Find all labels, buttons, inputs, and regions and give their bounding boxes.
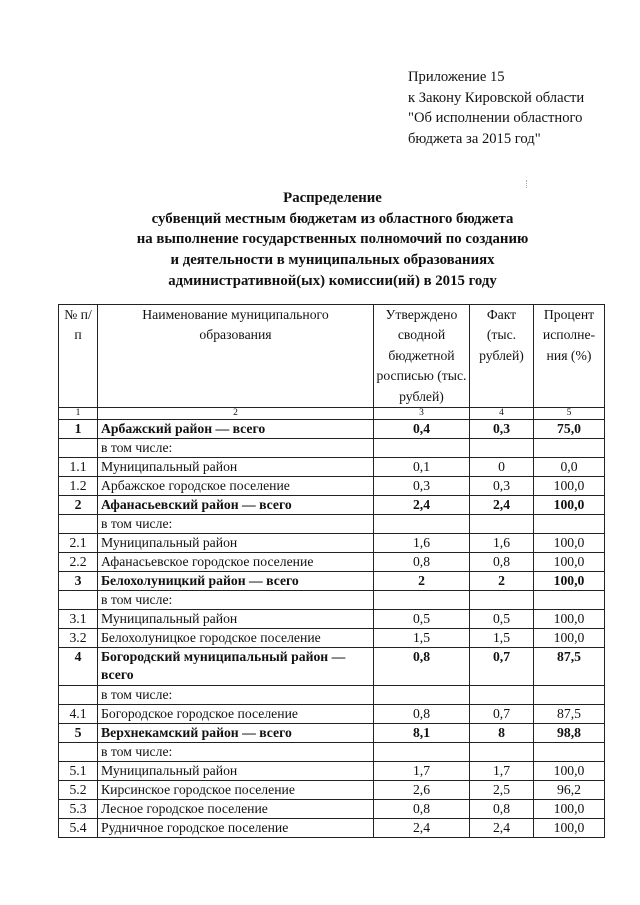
table-row [59,534,605,553]
cell-name: Богородский муниципальный район — всего [98,648,374,686]
appendix-line: к Закону Кировской области [408,89,585,106]
cell-name: в том числе: [98,591,374,610]
cell-approved: 0,8 [374,705,470,724]
cell-percent: 96,2 [534,781,605,800]
cell-percent: 100,0 [534,553,605,572]
cell-percent: 100,0 [534,477,605,496]
table-row [59,705,605,724]
cell-approved: 8,1 [374,724,470,743]
title-line: субвенций местным бюджетам из областного бюджета [151,210,514,227]
header-name: Наименование муниципального образования [98,305,374,408]
cell-name: Кирсинское городское поселение [98,781,374,800]
table-row [59,800,605,819]
cell-approved: 1,5 [374,629,470,648]
cell-fact: 0 [470,458,534,477]
table-row [59,591,605,610]
cell-approved: 0,8 [374,800,470,819]
cell-number [59,591,98,610]
cell-name: Афанасьевское городское поселение [98,553,374,572]
table-row [59,648,605,686]
cell-number: 2.1 [59,534,98,553]
cell-percent: 100,0 [534,610,605,629]
appendix-line: Приложение 15 [408,69,505,85]
cell-name: в том числе: [98,439,374,458]
header-fact: Факт (тыс. рублей) [470,305,534,408]
cell-fact: 0,3 [470,420,534,439]
table-row [59,477,605,496]
header-row [59,305,605,408]
cell-percent: 87,5 [534,705,605,724]
cell-name: Богородское городское поселение [98,705,374,724]
cell-name: Арбажский район — всего [98,420,374,439]
cell-fact: 1,5 [470,629,534,648]
cell-approved [374,686,470,705]
cell-percent [534,591,605,610]
appendix-line: "Об исполнении областного [408,110,583,126]
cell-fact [470,743,534,762]
table-row [59,572,605,591]
cell-fact: 1,6 [470,534,534,553]
cell-fact: 0,7 [470,648,534,686]
cell-fact: 2 [470,572,534,591]
cell-fact: 2,4 [470,819,534,838]
column-number: 3 [374,408,470,420]
cell-approved [374,743,470,762]
cell-percent: 100,0 [534,629,605,648]
table-row [59,819,605,838]
cell-number: 5.4 [59,819,98,838]
cell-fact: 0,3 [470,477,534,496]
column-number: 1 [59,408,98,420]
cell-approved [374,591,470,610]
cell-fact [470,515,534,534]
cell-percent [534,686,605,705]
table-body [59,420,605,838]
table-row [59,781,605,800]
table-row [59,686,605,705]
subvention-table [58,304,605,838]
cell-percent: 100,0 [534,819,605,838]
cell-percent: 100,0 [534,800,605,819]
table-row [59,553,605,572]
cell-approved: 1,7 [374,762,470,781]
cell-percent [534,439,605,458]
title-line: Распределение [283,190,382,206]
cell-fact: 0,8 [470,553,534,572]
header-number: № п/п [59,305,98,408]
cell-percent: 75,0 [534,420,605,439]
title-line: административной(ых) комиссии(ий) в 2015 году [168,272,497,289]
cell-fact: 0,8 [470,800,534,819]
cell-approved: 2,6 [374,781,470,800]
cell-percent: 100,0 [534,762,605,781]
cell-name: Белохолуницкое городское поселение [98,629,374,648]
table-row [59,439,605,458]
cell-fact [470,686,534,705]
table-row [59,743,605,762]
cell-name: в том числе: [98,743,374,762]
cell-approved: 1,6 [374,534,470,553]
cell-approved: 0,1 [374,458,470,477]
table-row [59,762,605,781]
cell-fact: 0,7 [470,705,534,724]
cell-percent [534,515,605,534]
document-title [60,188,605,292]
column-number: 4 [470,408,534,420]
cell-number: 4 [59,648,98,686]
cell-number [59,439,98,458]
cell-percent [534,743,605,762]
header-percent: Процент исполне-ния (%) [534,305,605,408]
cell-fact [470,591,534,610]
table-row [59,629,605,648]
cell-number: 5.1 [59,762,98,781]
cell-number [59,686,98,705]
table-row [59,420,605,439]
table-row [59,610,605,629]
cell-approved: 0,8 [374,648,470,686]
cell-percent: 87,5 [534,648,605,686]
cell-number: 5.3 [59,800,98,819]
cell-number: 1.1 [59,458,98,477]
title-line: на выполнение государственных полномочий по созданию [136,231,529,248]
cell-percent: 100,0 [534,572,605,591]
cell-fact: 2,5 [470,781,534,800]
cell-number [59,515,98,534]
cell-fact [470,439,534,458]
cell-name: Верхнекамский район — всего [98,724,374,743]
header-approved: Утверждено сводной бюджетной росписью (тыс. рублей) [374,305,470,408]
cell-number: 5 [59,724,98,743]
cell-approved: 2,4 [374,819,470,838]
cell-name: Афанасьевский район — всего [98,496,374,515]
cell-number: 1 [59,420,98,439]
scan-artifact [526,180,528,188]
cell-approved: 2 [374,572,470,591]
cell-number: 3 [59,572,98,591]
cell-name: в том числе: [98,686,374,705]
appendix-note [408,67,633,149]
table-row [59,515,605,534]
cell-number: 2 [59,496,98,515]
cell-name: Лесное городское поселение [98,800,374,819]
cell-number: 2.2 [59,553,98,572]
cell-fact: 2,4 [470,496,534,515]
table-row [59,458,605,477]
cell-approved: 0,5 [374,610,470,629]
cell-number: 3.2 [59,629,98,648]
cell-fact: 8 [470,724,534,743]
cell-name: Муниципальный район [98,762,374,781]
cell-approved [374,439,470,458]
cell-number: 3.1 [59,610,98,629]
cell-percent: 100,0 [534,534,605,553]
title-line: и деятельности в муниципальных образованиях [170,252,495,269]
table-row [59,724,605,743]
cell-percent: 98,8 [534,724,605,743]
cell-name: Муниципальный район [98,534,374,553]
cell-fact: 0,5 [470,610,534,629]
cell-percent: 100,0 [534,496,605,515]
cell-name: Арбажское городское поселение [98,477,374,496]
table-row [59,496,605,515]
column-number: 5 [534,408,605,420]
cell-approved [374,515,470,534]
cell-approved: 2,4 [374,496,470,515]
cell-number: 1.2 [59,477,98,496]
cell-approved: 0,4 [374,420,470,439]
cell-number: 4.1 [59,705,98,724]
column-number: 2 [98,408,374,420]
cell-name: в том числе: [98,515,374,534]
cell-name: Белохолуницкий район — всего [98,572,374,591]
cell-name: Муниципальный район [98,610,374,629]
cell-approved: 0,8 [374,553,470,572]
cell-name: Муниципальный район [98,458,374,477]
cell-name: Рудничное городское поселение [98,819,374,838]
cell-number: 5.2 [59,781,98,800]
appendix-line: бюджета за 2015 год" [408,130,541,147]
cell-fact: 1,7 [470,762,534,781]
cell-percent: 0,0 [534,458,605,477]
cell-approved: 0,3 [374,477,470,496]
column-number-row [59,408,605,420]
cell-number [59,743,98,762]
